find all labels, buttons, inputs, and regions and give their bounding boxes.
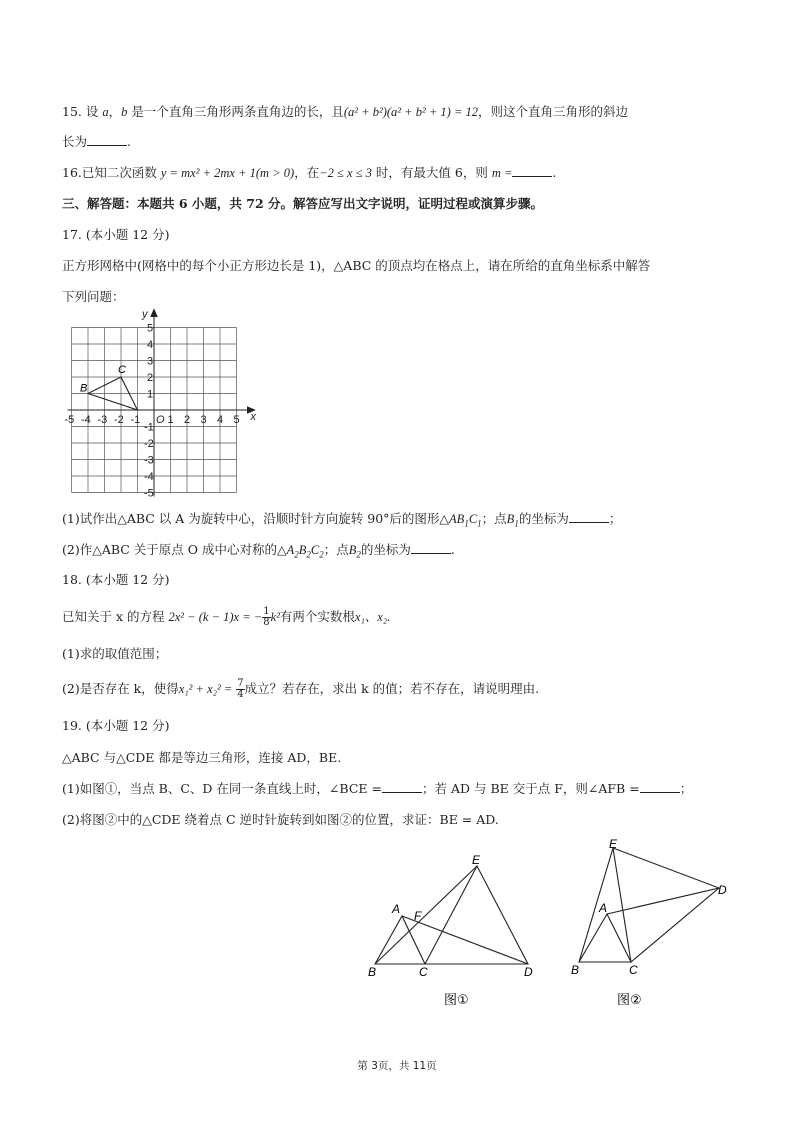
q19-afb-blank[interactable] [640,780,680,793]
q18-fraction-2: $\frac{7}{4}$ [237,678,244,700]
q18-part2: (2)是否存在 k，使得x₁² + x₂² = $\frac{7}{4}$ 成立？若存在，求出 k 的值；若不存在，请说明理由. [62,678,540,700]
fig1-label-d: D [524,965,533,979]
q19-bce-blank[interactable] [382,780,422,793]
y-axis-arrow [151,310,157,317]
q15-line2: 长为 . [62,134,131,149]
x-tick-label: 5 [233,414,240,426]
q18-header: 18. (本小题 12 分) [62,572,170,587]
fig1-label-e: E [472,853,481,867]
figure-2 [565,832,740,1012]
y-tick-label: -4 [144,471,154,483]
y-tick-label: -5 [144,487,154,500]
q18-intro: 已知关于 x 的方程 2x² − (k − 1)x = − $\frac{1}{8}$ k²有两个实数根x₁、x₂. [62,606,391,628]
q19-intro: △ABC 与△CDE 都是等边三角形，连接 AD，BE. [62,750,342,765]
q16-answer-blank[interactable] [512,164,552,177]
q19-header: 19. (本小题 12 分) [62,718,170,733]
q17-intro-2: 下列问题： [62,289,125,304]
q19-part1: (1)如图①，当点 B、C、D 在同一条直线上时，∠BCE = ；若 AD 与 BE 交于点 F，则∠AFB = ； [62,781,693,796]
q16-line: 16.已知二次函数 y = mx² + 2mx + 1(m > 0)，在−2 ≤ x ≤ 3 时，有最大值 6，则 m = . [62,165,557,180]
y-tick-label: 3 [147,355,154,368]
q18-fraction: $\frac{1}{8}$ [263,606,270,628]
x-tick-label: 2 [184,414,191,426]
q15-equation: (a² + b²)(a² + b² + 1) = 12 [343,105,479,119]
origin-label: O [156,414,165,426]
figure-1 [360,850,545,1010]
x-tick-label: 1 [167,414,174,426]
q17-b2-blank[interactable] [411,541,451,554]
y-tick-label: -3 [144,454,154,467]
x-tick-label: -2 [114,414,124,426]
fig1-label-a: A [392,902,401,916]
q17-b1-blank[interactable] [569,510,609,523]
y-axis-label: y [142,308,148,321]
fig1-label-c: C [419,965,428,979]
y-tick-label: 2 [147,372,154,384]
q17-part2: (2)作△ABC 关于原点 O 成中心对称的$\triangle A_2B_2C_2$；点$B_2$的坐标为 . [62,542,455,560]
q18-part1: (1)求的取值范围； [62,646,168,661]
x-tick-label: -3 [97,414,108,426]
x-tick-label: -5 [64,414,75,426]
q15-answer-blank[interactable] [87,133,127,146]
x-axis-label: x [250,411,256,423]
fig2-label-e: E [609,837,618,851]
fig2-label-b: B [571,963,580,977]
fig1-label-f: F [414,909,422,923]
q19-part2: (2)将图②中的△CDE 绕着点 C 逆时针旋转到如图②的位置，求证：BE = AD. [62,812,499,827]
y-tick-label: -1 [144,421,154,434]
fig2-label-d: D [718,883,727,897]
fig2-label-a: A [599,901,608,915]
fig2-label-c: C [629,963,638,977]
x-tick-label: -1 [130,414,141,426]
point-label-c: C [118,364,126,376]
q17-header: 17. (本小题 12 分) [62,227,170,242]
y-tick-label: 5 [147,322,154,335]
q15-line1: 15. 设 a，b 是一个直角三角形两条直角边的长，且(a² + b²)(a² + b² + 1) = 12，则这个直角三角形的斜边 [62,104,629,119]
y-tick-label: -2 [144,438,154,450]
fig2-caption: 图② [617,992,642,1007]
x-tick-label: 3 [200,414,207,426]
page-footer: 第 3页，共 11页 [357,1060,437,1072]
fig1-label-b: B [368,965,377,979]
coordinate-grid-figure [64,308,270,500]
q17-intro-1: 正方形网格中(网格中的每个小正方形边长是 1)，△ABC 的顶点均在格点上，请在所给的直角坐标系中解答 [62,258,651,273]
q17-part1: (1)试作出△ABC 以 A 为旋转中心，沿顺时针方向旋转 90°后的图形$\triangle AB_1C_1$；点$B_1$的坐标为 ； [62,511,622,529]
y-tick-label: 4 [147,339,154,351]
y-tick-label: 1 [147,388,154,401]
x-tick-label: 4 [217,414,224,426]
point-label-b: B [80,382,88,395]
fig1-caption: 图① [444,992,469,1007]
section-3-heading: 三、解答题：本题共 6 小题，共 72 分。解答应写出文字说明，证明过程或演算步骤。 [62,196,544,211]
x-tick-label: -4 [81,414,91,426]
